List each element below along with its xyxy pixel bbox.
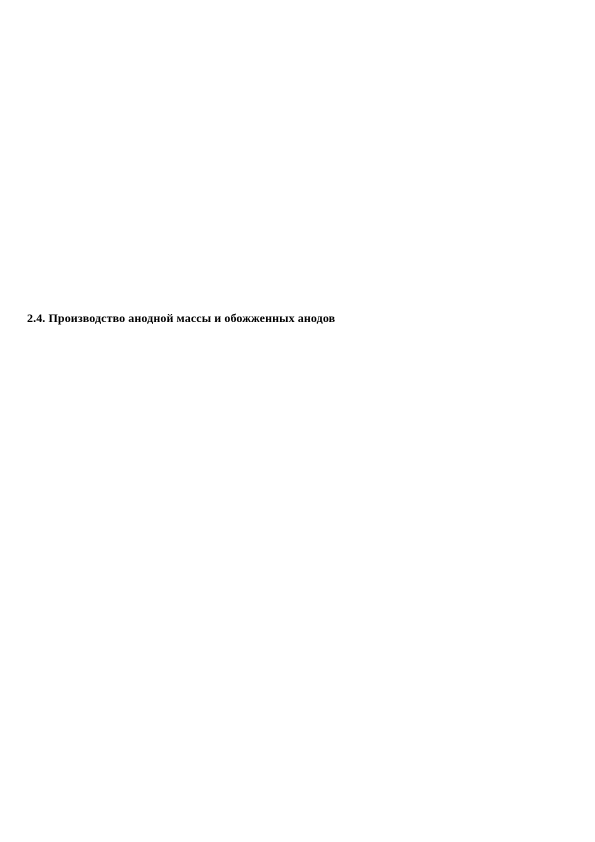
- paragraph: [27, 166, 568, 175]
- paragraph: [27, 354, 568, 363]
- paragraph: [27, 390, 568, 399]
- paragraph: [27, 372, 568, 381]
- paragraph: [27, 408, 568, 417]
- paragraph: [27, 238, 568, 247]
- document-page: [27, 10, 568, 624]
- section-top: [27, 10, 568, 301]
- section-heading: 2.4. Производство анодной массы и обожженных анодов: [27, 311, 336, 325]
- paragraph: [27, 274, 568, 283]
- paragraph: [27, 94, 568, 103]
- list-item: [27, 26, 568, 35]
- paragraph: [27, 534, 568, 543]
- paragraph: [27, 58, 568, 67]
- paragraph: [27, 202, 568, 211]
- section-anode: [27, 336, 568, 615]
- paragraph: [27, 148, 568, 157]
- paragraph: [27, 498, 568, 507]
- paragraph: [27, 184, 568, 193]
- paragraph: [27, 292, 568, 301]
- paragraph: [27, 112, 568, 121]
- paragraph: [27, 336, 568, 345]
- paragraph: [27, 606, 568, 615]
- paragraph: [27, 444, 568, 453]
- paragraph: [27, 76, 568, 85]
- paragraph: [27, 256, 568, 265]
- paragraph: [27, 462, 568, 471]
- paragraph: [27, 130, 568, 139]
- paragraph: [27, 516, 568, 525]
- paragraph: [27, 552, 568, 561]
- paragraph: [27, 570, 568, 579]
- paragraph: [27, 480, 568, 489]
- paragraph: [27, 426, 568, 435]
- list-item: [27, 10, 568, 19]
- paragraph: [27, 220, 568, 229]
- paragraph: [27, 588, 568, 597]
- list-item: [27, 42, 568, 51]
